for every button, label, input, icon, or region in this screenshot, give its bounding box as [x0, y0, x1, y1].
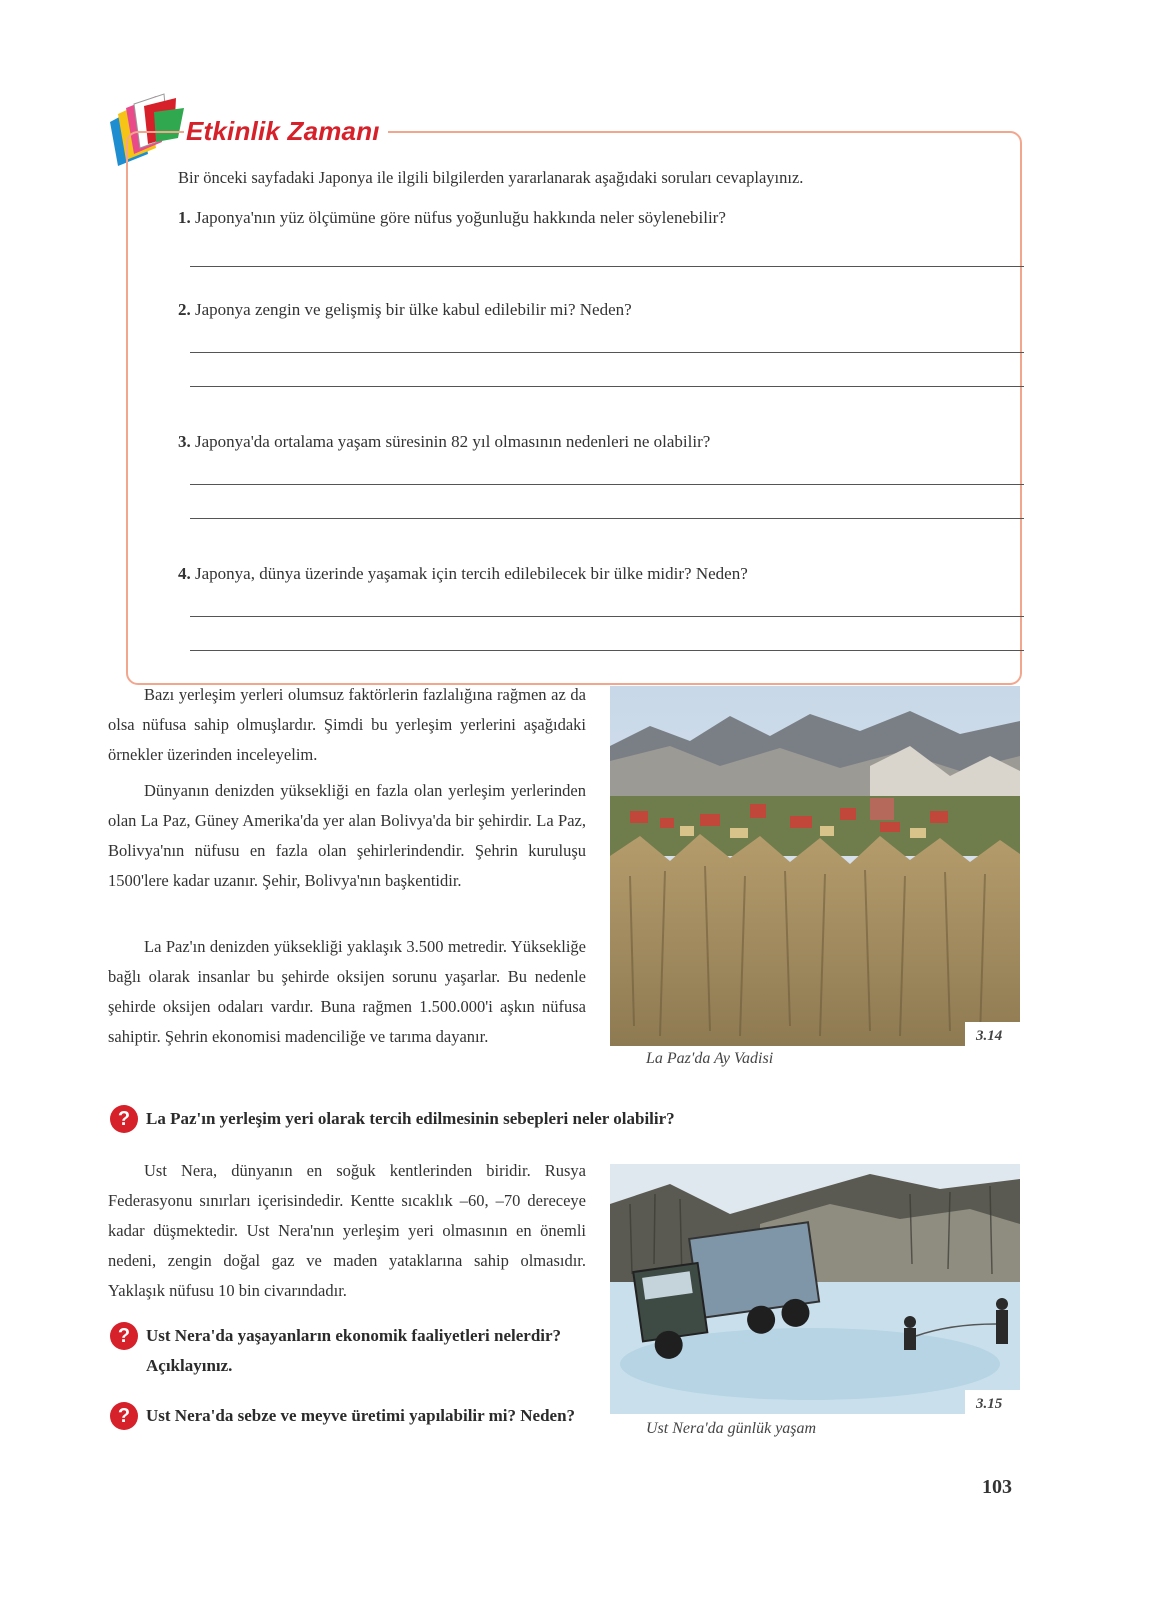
ustnera-daily-life-photo: [610, 1164, 1020, 1414]
question-icon: ?: [110, 1402, 138, 1430]
lapaz-moon-valley-photo: [610, 686, 1020, 1046]
lapaz-question: La Paz'ın yerleşim yeri olarak tercih edilmesinin sebepleri neler olabilir?: [146, 1109, 675, 1128]
ustnera-paragraph: Ust Nera, dünyanın en soğuk kentlerinden biridir. Rusya Federasyonu sınırları içerisindedir. Kentte sıcaklık –60, –70 dereceye kadar düşmektedir. Ust Nera'nın yerleşim yeri olmasının en önemli nedeni, zengin doğal gaz ve maden yataklarına sahip olmasıdır. Yaklaşık nüfusu 10 bin civarındadır.: [108, 1161, 586, 1300]
activity-question-3: 3. Japonya'da ortalama yaşam süresinin 82 yıl olmasının nedenleri ne olabilir?: [178, 432, 711, 451]
answer-line: [190, 352, 1024, 353]
lapaz-paragraph-2: Dünyanın denizden yüksekliği en fazla olan yerleşim yerlerinden olan La Paz, Güney Amerika'da yer alan Bolivya'da bir şehirdir. La Paz, Bolivya'nın nüfusu en fazla olan şehirlerindendir. Şehrin kuruluşu 1500'lere kadar uzanır. Şehir, Bolivya'nın başkentidir.: [108, 781, 586, 890]
figure-number-3-14: 3.14: [976, 1028, 1003, 1044]
answer-line: [190, 650, 1024, 651]
ustnera-question-2: Ust Nera'da sebze ve meyve üretimi yapılabilir mi? Neden?: [146, 1406, 576, 1425]
page-number: 103: [982, 1476, 1012, 1498]
figure-number-3-15: 3.15: [976, 1396, 1003, 1412]
ustnera-question-1: Ust Nera'da yaşayanların ekonomik faaliyetleri nelerdir? Açıklayınız.: [146, 1326, 562, 1375]
activity-intro: Bir önceki sayfadaki Japonya ile ilgili bilgilerden yararlanarak aşağıdaki soruları cevaplayınız.: [178, 168, 804, 187]
activity-question-1: 1. Japonya'nın yüz ölçümüne göre nüfus yoğunluğu hakkında neler söylenebilir?: [178, 208, 726, 227]
activity-question-2: 2. Japonya zengin ve gelişmiş bir ülke kabul edilebilir mi? Neden?: [178, 300, 632, 319]
answer-line: [190, 616, 1024, 617]
lapaz-caption: La Paz'da Ay Vadisi: [646, 1050, 774, 1067]
question-icon: ?: [110, 1322, 138, 1350]
answer-line: [190, 386, 1024, 387]
answer-line: [190, 266, 1024, 267]
activity-title: Etkinlik Zamanı: [184, 116, 388, 147]
answer-line: [190, 484, 1024, 485]
lapaz-paragraph-3: La Paz'ın denizden yüksekliği yaklaşık 3.500 metredir. Yüksekliğe bağlı olarak insanlar bu şehirde oksijen sorunu yaşarlar. Bu nedenle şehirde oksijen odaları vardır. Buna rağmen 1.500.000'i aşkın nüfusa sahiptir. Şehrin ekonomisi madenciliğe ve tarıma dayanır.: [108, 937, 586, 1046]
lapaz-paragraph-1: Bazı yerleşim yerleri olumsuz faktörlerin fazlalığına rağmen az da olsa nüfusa sahip olmuşlardır. Şimdi bu yerleşim yerlerini aşağıdaki örnekler üzerinden inceleyelim.: [108, 685, 586, 764]
question-icon: ?: [110, 1105, 138, 1133]
activity-question-4: 4. Japonya, dünya üzerinde yaşamak için tercih edilebilecek bir ülke midir? Neden?: [178, 564, 748, 583]
answer-line: [190, 518, 1024, 519]
ustnera-caption: Ust Nera'da günlük yaşam: [646, 1420, 817, 1437]
